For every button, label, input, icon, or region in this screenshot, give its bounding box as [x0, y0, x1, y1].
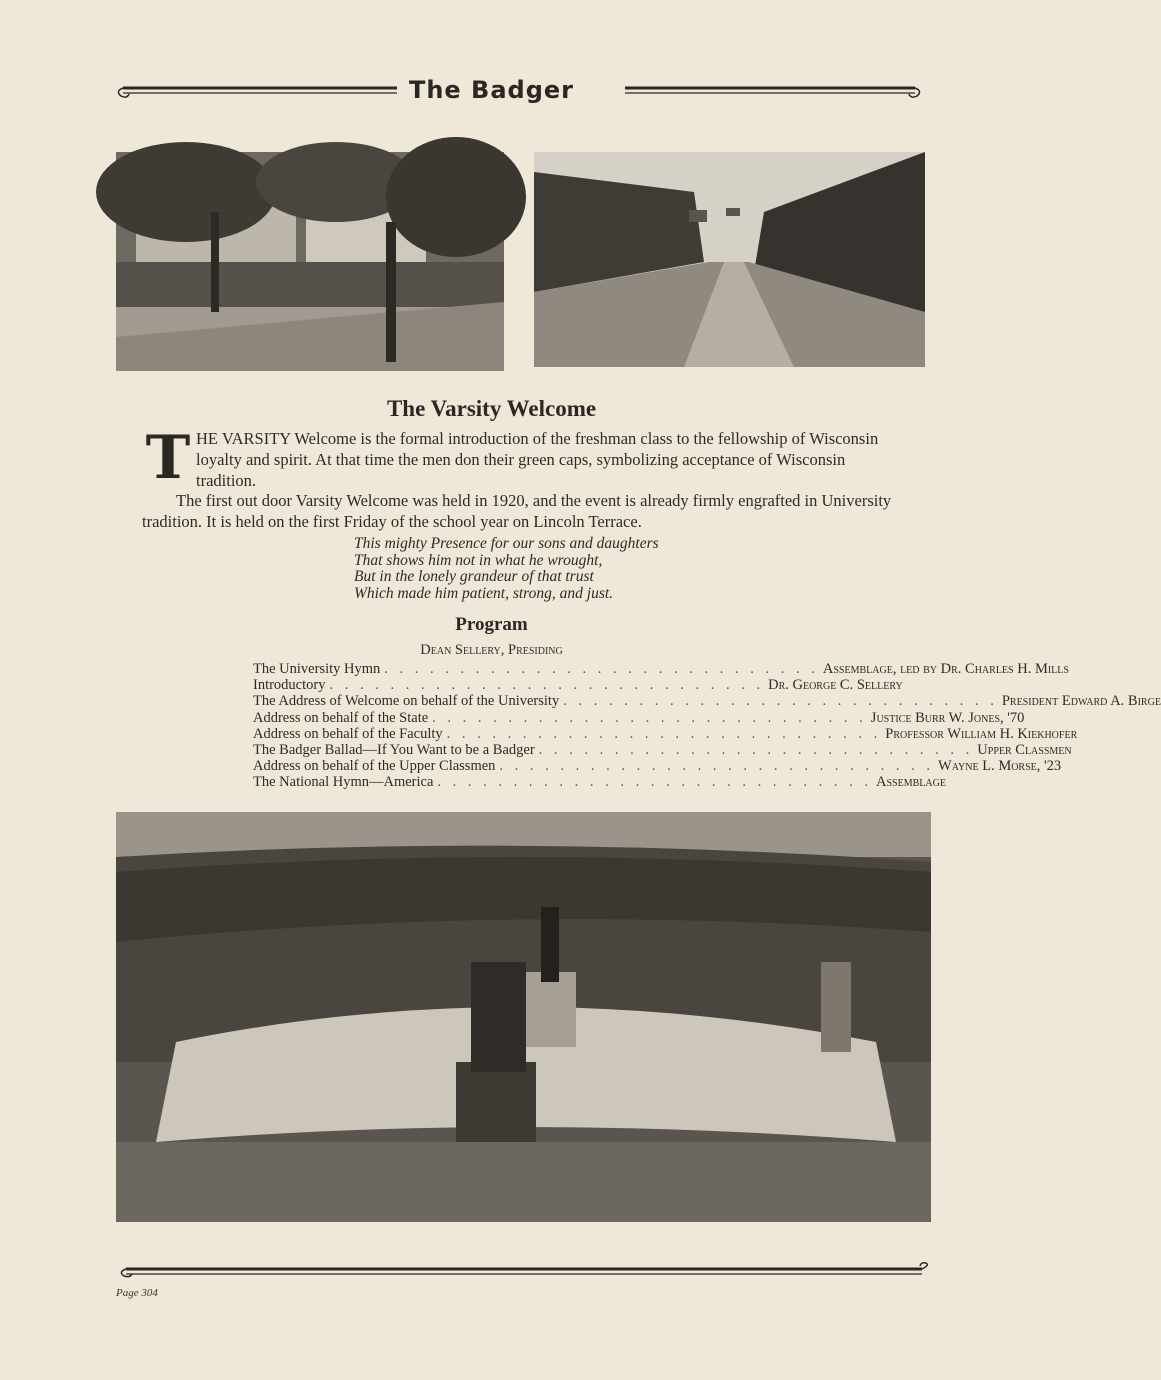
section-title: The Varsity Welcome: [386, 396, 597, 421]
poem-line: Which made him patient, strong, and just.: [354, 584, 614, 602]
leader-dots: . . . . . . . . . . . . . . . . . . . . . . . . . . . . .: [446, 725, 882, 742]
program-row: [253, 693, 1161, 710]
program-item: Address on behalf of the Upper Classmen: [253, 758, 496, 775]
program-row: [253, 758, 1062, 775]
program-item: The Address of Welcome on behalf of the University: [253, 693, 560, 710]
program-performer: Assemblage, led by Dr. Charles H. Mills: [822, 661, 1069, 677]
intro-paragraph-2: The first out door Varsity Welcome was held in 1920, and the event is already firmly engrafted in University tradition. It is held on the first Friday of the school year on Lincoln Terrace.: [142, 491, 892, 531]
program-performer: Upper Classmen: [977, 742, 1072, 759]
program-row: [253, 742, 1072, 759]
program-performer: Dr. George C. Sellery: [768, 677, 903, 694]
leader-dots: . . . . . . . . . . . . . . . . . . . . . . . . . . . . .: [538, 742, 974, 759]
program-row: [253, 709, 1025, 726]
poem-line: This mighty Presence for our sons and daughters: [354, 535, 659, 552]
program-title: Program: [455, 614, 528, 635]
program-presiding: Dean Sellery, Presiding: [420, 642, 563, 658]
drop-cap: T: [145, 423, 191, 493]
intro-paragraph-1-text: HE VARSITY Welcome is the formal introduction of the freshman class to the fellowship of Wisconsin loyalty and spirit. At that time the men don their green caps, symbolizing acceptance of Wisconsin tradition.: [196, 429, 879, 490]
photo-assembly-lincoln-terrace-image: [116, 812, 931, 1222]
program-item: Introductory: [253, 677, 326, 694]
program-row: [253, 677, 903, 694]
photo-crowd-terrace: [116, 152, 504, 371]
photo-assembly-lincoln-terrace: [116, 812, 931, 1222]
leader-dots: . . . . . . . . . . . . . . . . . . . . . . . . . . . . .: [384, 661, 819, 677]
leader-dots: . . . . . . . . . . . . . . . . . . . . . . . . . . . . .: [329, 677, 765, 694]
program-item: The University Hymn: [253, 661, 381, 677]
program-row: [253, 661, 1069, 677]
program-performer: Justice Burr W. Jones, '70: [870, 709, 1025, 726]
program-performer: Assemblage: [876, 774, 946, 791]
program-performer: Wayne L. Morse, '23: [938, 758, 1062, 775]
program-item: Address on behalf of the Faculty: [253, 725, 443, 742]
program-item: The Badger Ballad—If You Want to be a Badger: [253, 742, 535, 759]
photo-crowd-terrace-image: [116, 152, 504, 371]
program-item: Address on behalf of the State: [253, 709, 429, 726]
leader-dots: . . . . . . . . . . . . . . . . . . . . . . . . . . . . .: [437, 774, 873, 791]
poem-line: That shows him not in what he wrought,: [354, 551, 603, 569]
program-list: [253, 661, 1161, 791]
leader-dots: . . . . . . . . . . . . . . . . . . . . . . . . . . . . .: [432, 709, 867, 726]
program-item: The National Hymn—America: [253, 774, 434, 791]
footer-ornament-rule: [118, 1262, 930, 1280]
leader-dots: . . . . . . . . . . . . . . . . . . . . . . . . . . . . .: [563, 693, 998, 710]
intro-paragraph-1: [142, 423, 902, 493]
program-row: [253, 774, 946, 791]
poem: [354, 536, 774, 602]
header-title: The Badger: [0, 76, 983, 104]
photo-procession-hill: [534, 152, 925, 367]
photo-procession-hill-image: [534, 152, 925, 367]
program-row: [253, 725, 1078, 742]
program-performer: President Edward A. Birge: [1001, 693, 1161, 710]
page-number: Page 304: [116, 1287, 158, 1299]
poem-line: But in the lonely grandeur of that trust: [354, 568, 594, 585]
leader-dots: . . . . . . . . . . . . . . . . . . . . . . . . . . . . .: [499, 758, 935, 775]
program-performer: Professor William H. Kiekhofer: [885, 725, 1078, 742]
